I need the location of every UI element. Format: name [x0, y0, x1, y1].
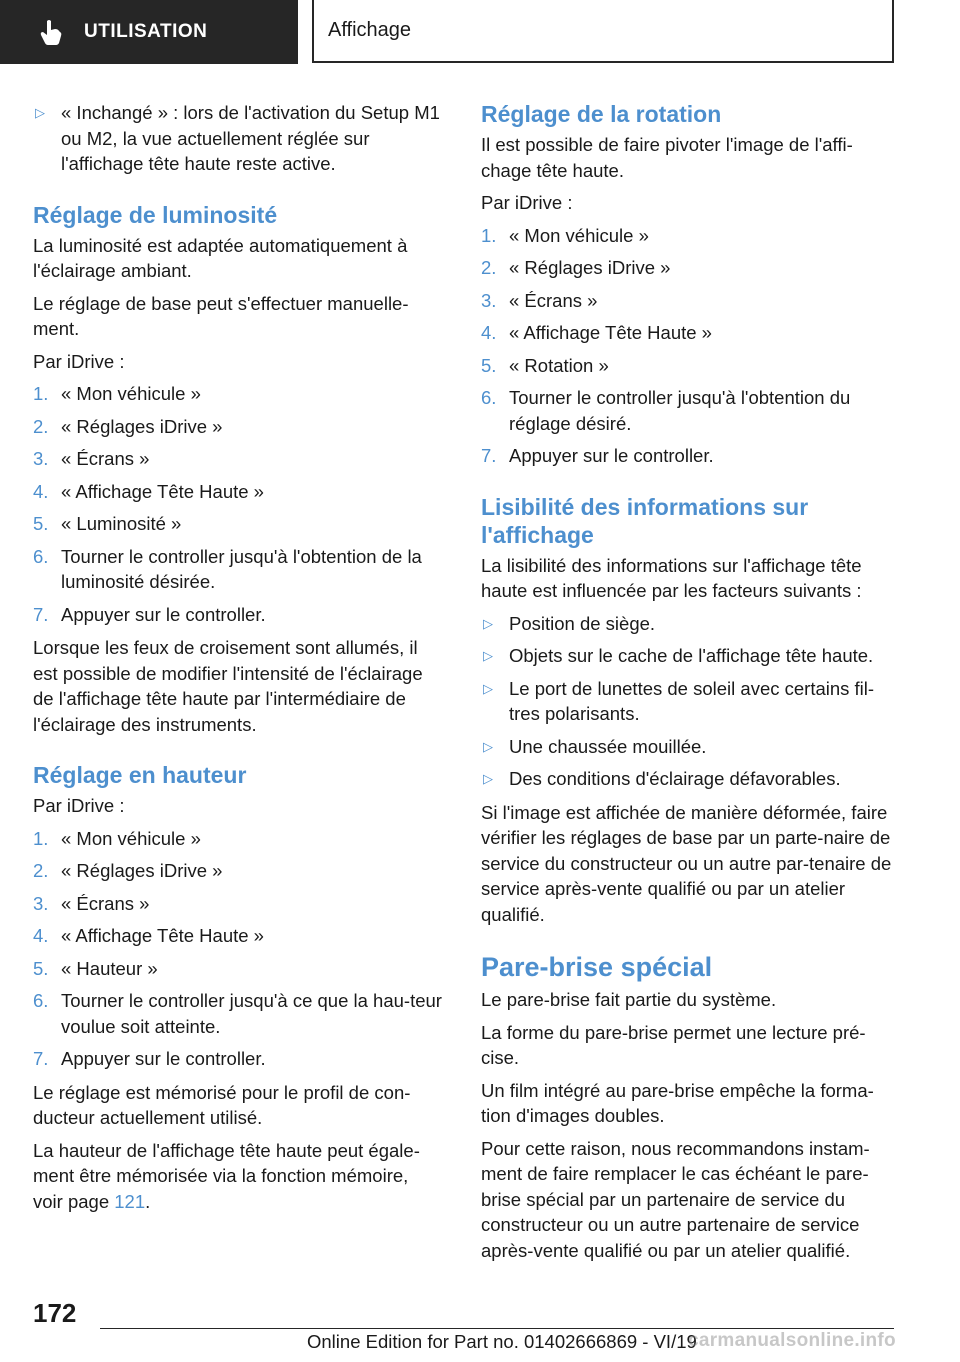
chapter-label: Affichage	[328, 19, 412, 41]
list-item: 1. « Mon véhicule »	[33, 827, 201, 849]
steps-list	[33, 381, 443, 627]
bullet-triangle-icon: ▷	[483, 615, 493, 631]
list-item: ▷ « Inchangé » : lors de l'activation du Setup M1 ou M2, la vue actuellement réglée sur l'affichage tête haute reste active.	[35, 102, 440, 174]
paragraph: Par iDrive :	[33, 795, 125, 816]
paragraph: Par iDrive :	[33, 350, 125, 372]
bullet-triangle-icon: ▷	[483, 771, 493, 786]
list-item: 7. Appuyer sur le controller.	[33, 1048, 266, 1069]
list-item: 7. Appuyer sur le controller.	[33, 603, 266, 625]
paragraph: Pour cette raison, nous recommandons instam-ment de faire remplacer le cas échéant le pare-brise spécial par un partenaire de service du constructeur ou un autre partenaire de service après-vente qualifié ou par un atelier qualifié.	[481, 1137, 870, 1261]
section-rotation	[481, 100, 896, 469]
steps-list	[481, 223, 896, 469]
hand-pointer-icon	[36, 17, 66, 47]
list-item: ▷ Une chaussée mouillée.	[481, 734, 896, 760]
chapter-tab	[312, 0, 894, 63]
paragraph: La luminosité est adaptée automatiquement à l'éclairage ambiant.	[33, 234, 408, 281]
section-lisibilite	[481, 493, 896, 928]
section-title: Réglage en hauteur	[33, 762, 247, 788]
list-item: ▷ Le port de lunettes de soleil avec certains fil-tres polarisants.	[483, 677, 875, 724]
paragraph: La forme du pare-brise permet une lecture pré-cise.	[481, 1021, 866, 1068]
section-parebrise	[481, 951, 896, 1263]
intro-bullet-list	[33, 100, 443, 177]
list-item: 6. Tourner le controller jusqu'à l'obtention du réglage désiré.	[481, 387, 851, 434]
watermark: carmanualsonline.info	[688, 1330, 896, 1351]
paragraph: Par iDrive :	[481, 192, 573, 213]
section-hauteur	[33, 761, 443, 1214]
steps-list	[33, 826, 443, 1072]
list-item: 3. « Écrans »	[33, 448, 150, 469]
section-luminosite	[33, 201, 443, 738]
list-item: 6. Tourner le controller jusqu'à ce que la hau-teur voulue soit atteinte.	[33, 990, 442, 1037]
list-item: 6. Tourner le controller jusqu'à l'obtention de la luminosité désirée.	[33, 545, 422, 592]
edition-text: Online Edition for Part no. 01402666869 - VI/19	[307, 1331, 697, 1352]
paragraph: Si l'image est affichée de manière déformée, faire vérifier les réglages de base par un parte-naire de service du constructeur ou un autre par-tenaire de service après-vente qualifié ou par un atelier qualifié.	[481, 801, 892, 925]
right-column	[481, 100, 896, 1270]
list-item: ▷ Des conditions d'éclairage défavorables.	[481, 766, 896, 792]
list-item: 5. « Rotation »	[481, 354, 609, 376]
paragraph: Le pare-brise fait partie du système.	[481, 989, 777, 1010]
list-item: 4. « Affichage Tête Haute »	[33, 480, 264, 502]
page-link[interactable]: 121	[114, 1190, 146, 1212]
list-item: 3. « Écrans »	[33, 892, 150, 914]
bullet-triangle-icon: ▷	[483, 738, 493, 754]
factors-list	[481, 611, 896, 792]
section-title: Pare-brise spécial	[481, 952, 713, 982]
section-title: Lisibilité des informations sur l'affichage	[481, 493, 809, 548]
paragraph: Le réglage est mémorisé pour le profil de con-ducteur actuellement utilisé.	[33, 1081, 411, 1128]
paragraph: Lorsque les feux de croisement sont allumés, il est possible de modifier l'intensité de l'éclairage de l'affichage tête haute par l'intermédiaire de l'éclairage des instruments.	[33, 637, 423, 735]
list-item: ▷ Position de siège.	[481, 611, 896, 637]
list-item: 7. Appuyer sur le controller.	[481, 445, 714, 466]
list-item: 3. « Écrans »	[481, 289, 598, 311]
list-item: 5. « Luminosité »	[33, 513, 182, 534]
bullet-triangle-icon: ▷	[483, 648, 493, 663]
bullet-triangle-icon: ▷	[483, 680, 493, 696]
list-item: 1. « Mon véhicule »	[33, 383, 201, 404]
page-number: 172	[33, 1298, 77, 1328]
list-item: 2. « Réglages iDrive »	[33, 860, 223, 881]
section-title: Réglage de la rotation	[481, 101, 722, 127]
bullet-triangle-icon: ▷	[35, 105, 45, 120]
section-label: UTILISATION	[84, 21, 208, 42]
paragraph: Un film intégré au pare-brise empêche la forma-tion d'images doubles.	[481, 1079, 874, 1126]
list-item: 5. « Hauteur »	[33, 957, 158, 979]
list-item: 4. « Affichage Tête Haute »	[33, 925, 264, 946]
footer-divider	[100, 1328, 894, 1329]
list-item: ▷ Objets sur le cache de l'affichage tête haute.	[481, 643, 896, 669]
paragraph: La lisibilité des informations sur l'affichage tête haute est influencée par les facteurs suivants :	[481, 554, 862, 601]
list-item: 2. « Réglages iDrive »	[33, 415, 223, 437]
left-column	[33, 100, 443, 1221]
paragraph: Il est possible de faire pivoter l'image de l'affi-chage tête haute.	[481, 134, 853, 181]
section-tab	[0, 0, 298, 64]
list-item: 1. « Mon véhicule »	[481, 224, 649, 246]
paragraph: Le réglage de base peut s'effectuer manuelle-ment.	[33, 292, 409, 339]
list-item: 2. « Réglages iDrive »	[481, 257, 671, 278]
list-item: 4. « Affichage Tête Haute »	[481, 322, 712, 343]
paragraph: La hauteur de l'affichage tête haute peut égale-ment être mémorisée via la fonction mémoire, voir page 121.	[33, 1139, 420, 1212]
section-title: Réglage de luminosité	[33, 201, 278, 228]
